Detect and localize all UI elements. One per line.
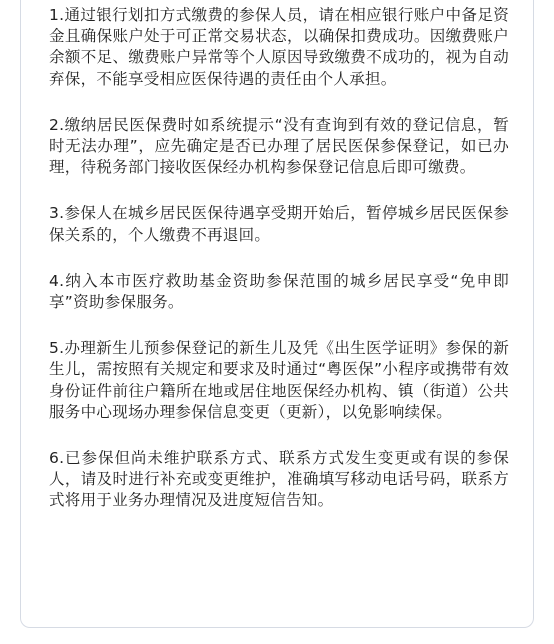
notice-item-4: 4.纳入本市医疗救助基金资助参保范围的城乡居民享受“免申即享”资助参保服务。: [49, 271, 509, 312]
notice-item-5: 5.办理新生儿预参保登记的新生儿及凭《出生医学证明》参保的新生儿，需按照有关规定和要求及时通过“粤医保”小程序或携带有效身份证件前往户籍所在地或居住地医保经办机构、镇（街道）公共服务中心现场办理参保信息变更（更新），以免影响续保。: [49, 339, 509, 421]
notice-item-6: 6.已参保但尚未维护联系方式、联系方式发生变更或有误的参保人，请及时进行补充或变更维护，准确填写移动电话号码，联系方式将用于业务办理情况及进度短信告知。: [49, 449, 509, 510]
notice-item-3: 3.参保人在城乡居民医保待遇享受期开始后，暂停城乡居民医保参保关系的，个人缴费不再退回。: [49, 204, 509, 244]
notice-list: [49, 5, 509, 512]
notice-item-1: 1.通过银行划扣方式缴费的参保人员，请在相应银行账户中备足资金且确保账户处于可正常交易状态，以确保扣费成功。因缴费账户余额不足、缴费账户异常等个人原因导致缴费不成功的，视为自动弃保，不能享受相应医保待遇的责任由个人承担。: [49, 6, 509, 88]
notice-item-2: 2.缴纳居民医保费时如系统提示“没有查询到有效的登记信息，暂时无法办理”，应先确定是否已办理了居民医保参保登记，如已办理，待税务部门接收医保经办机构参保登记信息后即可缴费。: [49, 115, 509, 177]
